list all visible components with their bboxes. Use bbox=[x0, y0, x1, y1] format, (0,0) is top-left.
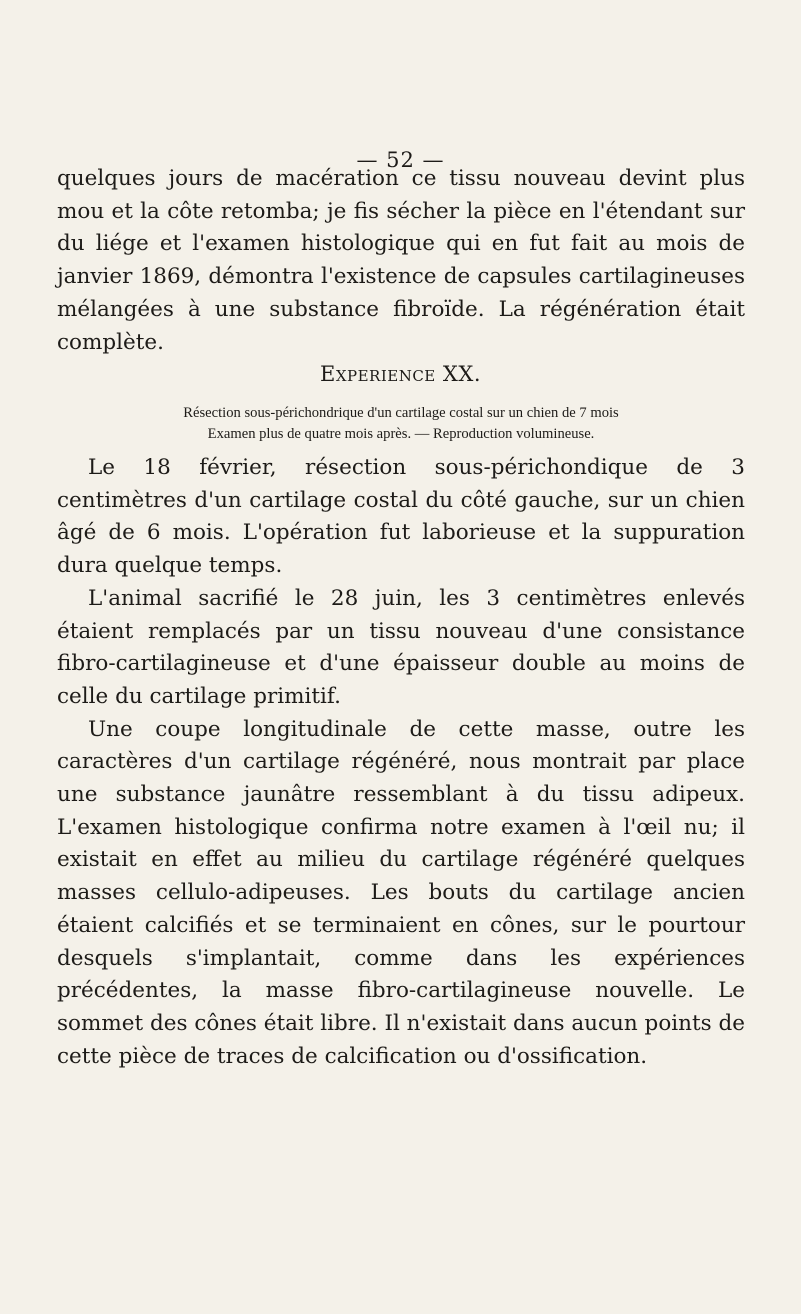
paragraph-3: Une coupe longitudinale de cette masse, outre les caractères d'un cartilage régénéré, nous montrait par place une substance jaunâtre ressemblant à du tissu adipeux. L'examen histologique confirma notre examen à l'œil nu; il existait en effet au milieu du cartilage régénéré quelques masses cellulo-adipeuses. Les bouts du cartilage ancien étaient calcifiés et se terminaient en cônes, sur le pourtour desquels s'implantait, comme dans les expériences précédentes, la masse fibro-cartilagineuse nouvelle. Le sommet des cônes était libre. Il n'existait dans aucun points de cette pièce de traces de calcification ou d'ossification. bbox=[57, 716, 745, 1069]
section-heading: Experience XX. bbox=[319, 362, 482, 386]
experiment-body bbox=[57, 452, 745, 1073]
summary-line-2: Examen plus de quatre mois après. — Reproduction volumineuse. bbox=[207, 426, 595, 442]
paragraph-1: Le 18 février, résection sous-périchondique de 3 centimètres d'un cartilage costal du côté gauche, sur un chien âgé de 6 mois. L'opération fut laborieuse et la suppuration dura quelque temps. bbox=[57, 455, 745, 579]
paragraph-2: L'animal sacrifié le 28 juin, les 3 centimètres enlevés étaient remplacés par un tissu nouveau d'une consistance fibro-cartilagineuse et d'une épaisseur double au moins de celle du cartilage primitif. bbox=[57, 585, 745, 709]
experiment-summary bbox=[57, 403, 745, 445]
intro-paragraph bbox=[57, 163, 745, 359]
intro-paragraph-text: quelques jours de macération ce tissu nouveau devint plus mou et la côte retomba; je fis sécher la pièce en l'étendant sur du liége et l'examen histologique qui en fut fait au mois de janvier 1869, démontra l'existence de capsules cartilagineuses mélangées à une substance fibroïde. La régénération était complète. bbox=[57, 166, 745, 355]
summary-line-1: Résection sous-périchondrique d'un cartilage costal sur un chien de 7 mois bbox=[183, 405, 619, 421]
page-number: — 52 — bbox=[356, 148, 445, 172]
